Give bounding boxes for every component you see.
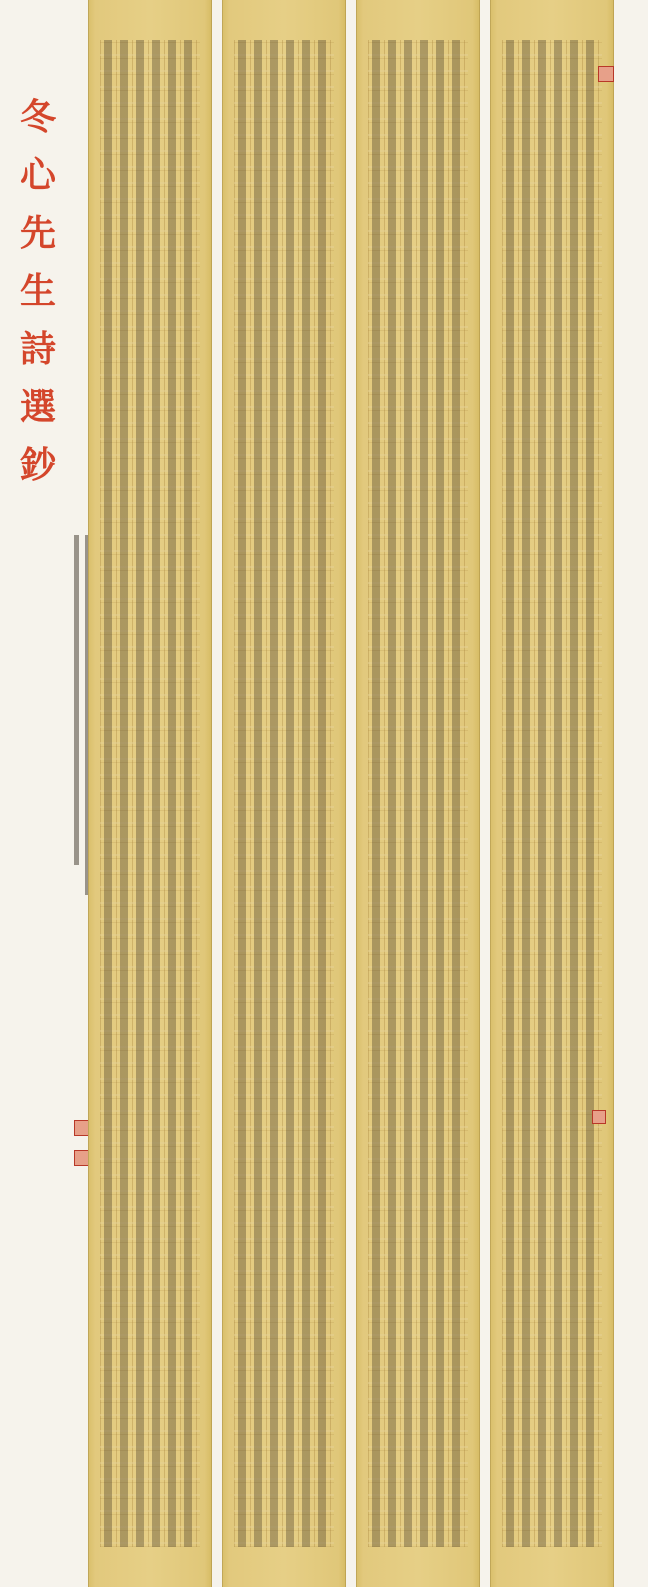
title-char-3: 先 [19, 212, 56, 254]
calligraphy-text-block [100, 40, 200, 1547]
scroll-panel-4 [490, 0, 614, 1587]
calligraphy-text-block [502, 40, 602, 1547]
scroll-panel-1 [88, 0, 212, 1587]
seal-mid [592, 1110, 606, 1124]
title-char-7: 鈔 [19, 444, 56, 486]
calligraphy-text-block [368, 40, 468, 1547]
scroll-panel-3 [356, 0, 480, 1587]
title-char-6: 選 [19, 386, 56, 428]
seal-top-right [598, 66, 614, 82]
title-char-4: 生 [19, 270, 56, 312]
calligraphy-text-block [234, 40, 334, 1547]
title-char-1: 冬 [19, 96, 56, 138]
scroll-panel-2 [222, 0, 346, 1587]
title-char-5: 詩 [19, 328, 56, 370]
title-char-2: 心 [19, 154, 56, 196]
calligraphy-title [12, 88, 64, 494]
